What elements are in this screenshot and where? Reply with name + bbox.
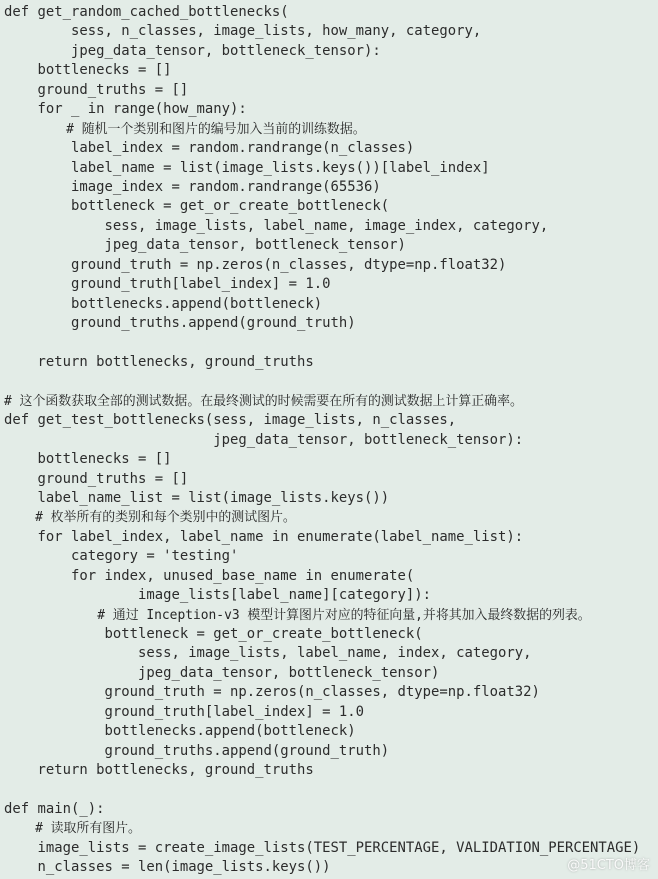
code-line: label_index = random.randrange(n_classes) [4,140,415,157]
code-line: return bottlenecks, ground_truths [4,762,314,779]
code-line: ground_truths.append(ground_truth) [4,742,390,759]
code-line: return bottlenecks, ground_truths [4,353,314,370]
code-line: jpeg_data_tensor, bottleneck_tensor) [4,237,406,254]
code-line: jpeg_data_tensor, bottleneck_tensor) [4,664,440,681]
code-line: n_classes = len(image_lists.keys()) [4,859,331,876]
code-line: for _ in range(how_many): [4,101,247,118]
code-line: bottlenecks = [] [4,62,172,79]
code-line: ground_truth[label_index] = 1.0 [4,276,331,293]
code-line [4,781,658,800]
code-line: ground_truths = [] [4,81,189,98]
code-line: def get_test_bottlenecks(sess, image_lists, n_classes, [4,412,457,429]
code-line: for label_index, label_name in enumerate(label_name_list): [4,528,524,545]
code-line: bottleneck = get_or_create_bottleneck( [4,626,423,642]
code-line: ground_truth = np.zeros(n_classes, dtype=np.float32) [4,256,507,273]
code-line: ground_truths = [] [4,470,189,487]
comment-line: # 通过 Inception-v3 模型计算图片对应的特征向量,并将其加入最终数据的列表。 [4,607,591,623]
code-line: ground_truths.append(ground_truth) [4,315,356,331]
code-line: label_name = list(image_lists.keys())[label_index] [4,159,490,176]
comment-line: # 这个函数获取全部的测试数据。在最终测试的时候需要在所有的测试数据上计算正确率。 [4,393,523,409]
code-block [4,3,658,878]
code-line: label_name_list = list(image_lists.keys()) [4,489,390,506]
code-line: sess, n_classes, image_lists, how_many, category, [4,23,482,40]
code-line: image_index = random.randrange(65536) [4,178,381,195]
code-line: image_lists[label_name][category]): [4,587,431,604]
code-line: bottlenecks.append(bottleneck) [4,723,356,740]
code-line: sess, image_lists, label_name, index, category, [4,645,532,662]
code-line: jpeg_data_tensor, bottleneck_tensor): [4,42,381,59]
code-line: image_lists = create_image_lists(TEST_PERCENTAGE, VALIDATION_PERCENTAGE) [4,839,641,856]
code-line: jpeg_data_tensor, bottleneck_tensor): [4,431,524,448]
comment-line: # 读取所有图片。 [4,821,141,837]
code-line: category = 'testing' [4,548,239,565]
code-line: ground_truth[label_index] = 1.0 [4,703,365,720]
code-line: for index, unused_base_name in enumerate( [4,567,415,584]
code-line [4,333,658,352]
comment-line: # 随机一个类别和图片的编号加入当前的训练数据。 [4,121,366,137]
code-line: def get_random_cached_bottlenecks( [4,4,289,20]
code-line: bottleneck = get_or_create_bottleneck( [4,198,390,215]
comment-line: # 枚举所有的类别和每个类别中的测试图片。 [4,510,296,526]
watermark: @51CTO博客 [567,858,650,873]
code-line: ground_truth = np.zeros(n_classes, dtype=np.float32) [4,684,540,701]
code-line: bottlenecks.append(bottleneck) [4,295,323,312]
code-line: def main(_): [4,800,105,817]
code-line: bottlenecks = [] [4,451,172,468]
code-line: sess, image_lists, label_name, image_index, category, [4,217,549,234]
code-line [4,372,658,391]
